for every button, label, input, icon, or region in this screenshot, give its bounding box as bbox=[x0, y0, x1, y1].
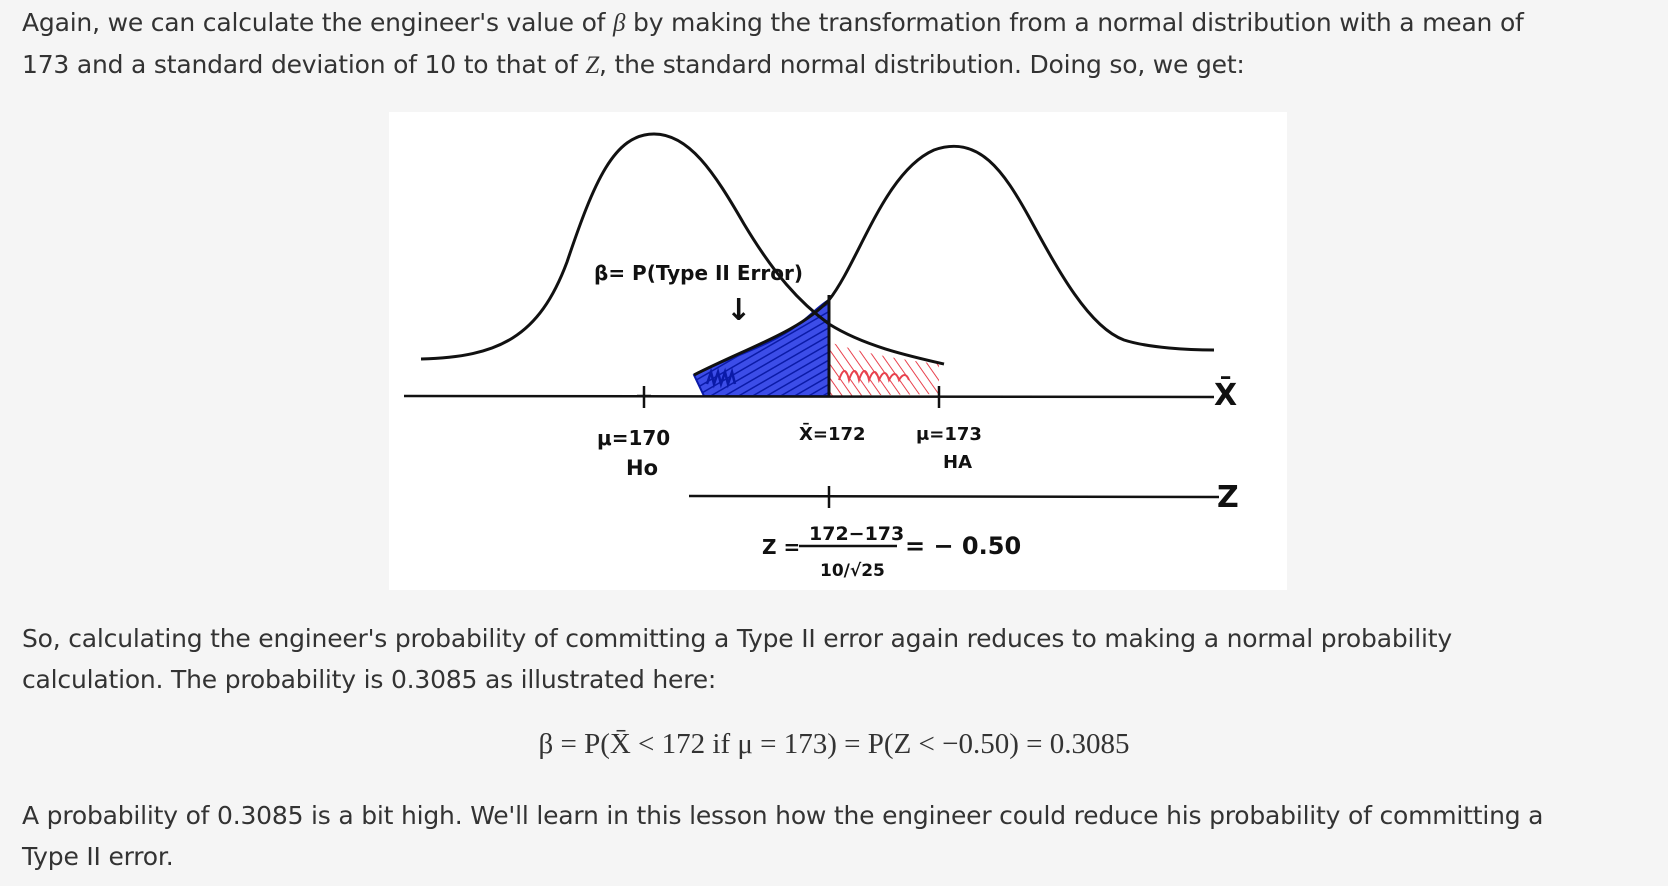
beta-symbol: β bbox=[613, 10, 626, 37]
ha-label: HA bbox=[943, 452, 972, 473]
h0-curve bbox=[421, 134, 944, 364]
mu0-label: μ=170 bbox=[597, 426, 671, 450]
normal-curves-sketch bbox=[389, 112, 1287, 590]
xbar-label: X̄=172 bbox=[799, 424, 866, 445]
z-axis-line bbox=[689, 496, 1219, 497]
xbar-axis-label: X̄ bbox=[1214, 378, 1238, 413]
beta-label: β= P(Type II Error) bbox=[594, 261, 803, 285]
type-ii-error-figure bbox=[389, 112, 1287, 590]
xbar-axis-line bbox=[404, 396, 1214, 397]
z-numerator: 172−173 bbox=[809, 523, 905, 545]
z-axis-label: Z bbox=[1217, 480, 1239, 515]
conclusion-paragraph: A probability of 0.3085 is a bit high. We'll learn in this lesson how the engineer could reduce his probability of committing a Type II error. bbox=[22, 801, 1544, 871]
z-symbol: Z bbox=[585, 52, 600, 79]
z-denominator: 10/√25 bbox=[820, 561, 885, 581]
beta-equation: β = P(X̄ < 172 if μ = 173) = P(Z < −0.50) = 0.3085 bbox=[538, 728, 1130, 760]
z-result: = − 0.50 bbox=[905, 532, 1022, 560]
h0-label: Ho bbox=[626, 456, 659, 480]
z-formula-prefix: Z = bbox=[762, 535, 801, 559]
intro-text-2: by making the transformation from a normal distribution with a mean of 173 and a standard deviation of 10 to that of bbox=[22, 8, 1524, 79]
intro-paragraph bbox=[22, 2, 1568, 86]
intro-text-3: , the standard normal distribution. Doing so, we get: bbox=[599, 50, 1245, 79]
red-shaded-region bbox=[829, 342, 939, 396]
intro-text-1: Again, we can calculate the engineer's value of bbox=[22, 8, 614, 37]
beta-arrow: ↓ bbox=[726, 293, 752, 328]
result-paragraph: So, calculating the engineer's probability of committing a Type II error again reduces to making a normal probability calculation. The probability is 0.3085 as illustrated here: bbox=[22, 624, 1452, 694]
mu1-label: μ=173 bbox=[916, 424, 982, 445]
